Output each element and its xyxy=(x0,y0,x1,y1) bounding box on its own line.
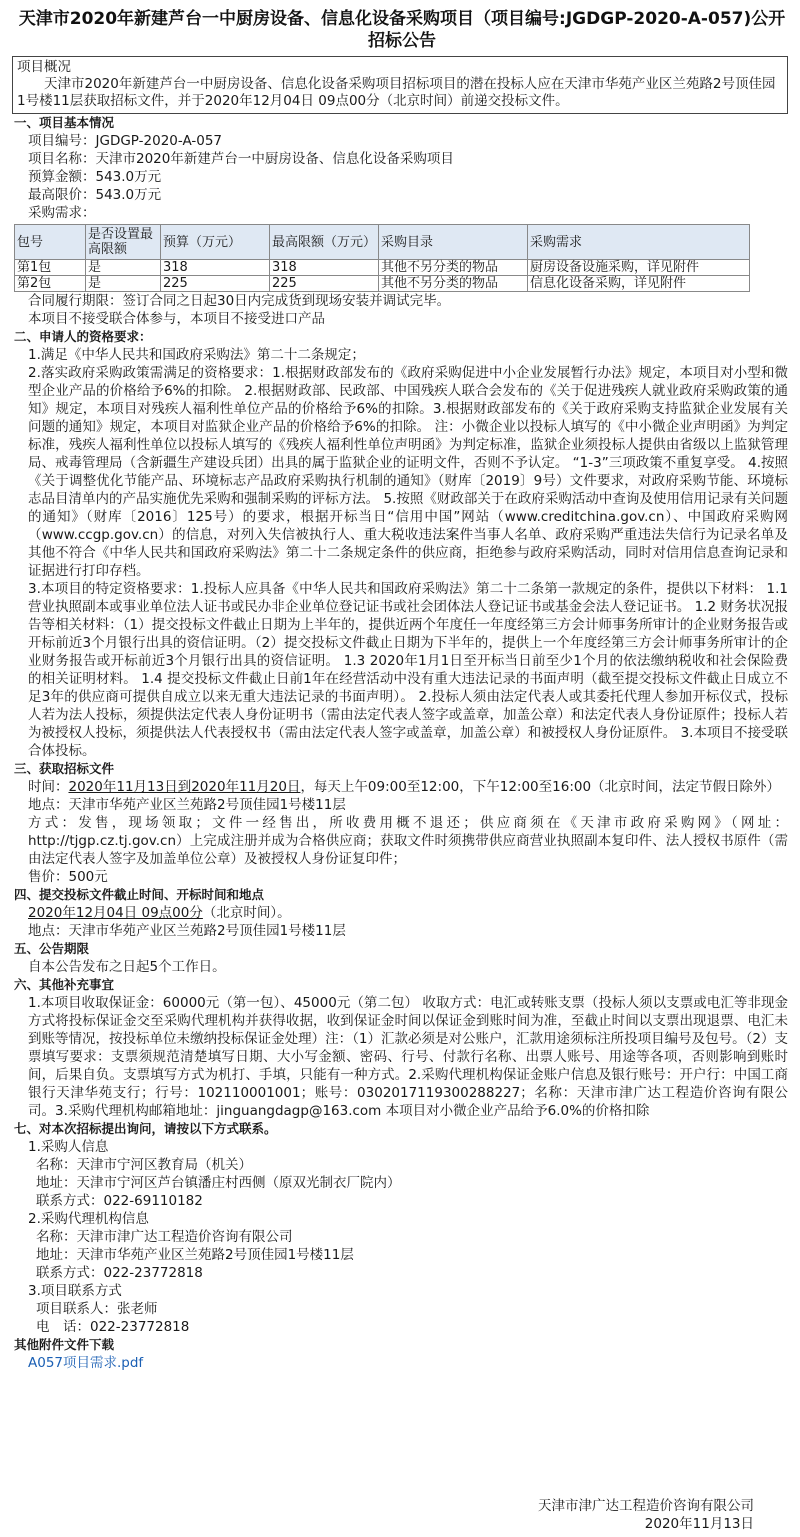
obtain-price: 售价：500元 xyxy=(28,869,108,885)
obtain-time-suffix: ，每天上午09:00至12:00，下午12:00至16:00（北京时间，法定节假日除外） xyxy=(300,779,781,795)
table-cell: 318 xyxy=(270,260,379,276)
obtain-time xyxy=(14,778,788,796)
section-qualification xyxy=(14,328,788,760)
section-heading-deadline: 四、提交投标文件截止时间、开标时间和地点 xyxy=(14,887,265,902)
project-contact-phone: 电 话：022-23772818 xyxy=(36,1319,190,1335)
buyer-name: 名称：天津市宁河区教育局（机关） xyxy=(36,1157,252,1173)
section-contact xyxy=(14,1120,788,1336)
table-header-cell: 最高限额（万元） xyxy=(270,225,379,260)
project-number: 项目编号：JGDGP-2020-A-057 xyxy=(28,133,223,149)
obtain-time-prefix: 时间： xyxy=(28,779,69,795)
section-period xyxy=(14,940,788,976)
section-heading-period: 五、公告期限 xyxy=(14,941,90,956)
other-text: 1.本项目收取保证金：60000元（第一包）、45000元（第二包） 收取方式：电汇或转账支票（投标人须以支票或电汇等非现金方式将投标保证金交至采购代理机构并获得收据，收到保证金时间以保证金到账时间为准，至截止时间以支票出现退票、电汇未到账等情况，按投标单位未缴纳投标保证金处理）注：（1）汇款必须是对公账户，汇款用途须标注所投项目编号及包号。（2）支票填写要求：支票须规范清楚填写日期、大小写金额、密码、行号、付款行名称、出票人账号、用途等各项，否则影响到账时间，后果自负。支票填写方式为机打、手填，只能有一种方式。2.采购代理机构保证金账户信息及银行账号：开户行：中国工商银行天津华苑支行；行号：102110001001；账号：0302017119300288227；名称：天津市津广达工程造价咨询有限公司。3.采购代理机构邮箱地址：jinguangdagp@163.com 本项目对小微企业产品给予6.0%的价格扣除 xyxy=(28,995,788,1119)
qualification-item-2: 2.落实政府采购政策需满足的资格要求：1.根据财政部发布的《政府采购促进中小企业发展暂行办法》规定，本项目对小型和微型企业产品的价格给予6%的扣除。 2.根据财政部、民政部、中国残疾人联合会发布的《关于促进残疾人就业政府采购政策的通知》规定，本项目对残疾人福利性单位产品的价格给予6%的扣除。3.根据财政部发布的《关于政府采购支持监狱企业发展有关问题的通知》规定，本项目对监狱企业产品的价格给予6%的扣除。 注：小微企业以投标人填写的《中小微企业声明函》为判定标准，残疾人福利性单位以投标人填写的《残疾人福利性单位声明函》为判定标准，监狱企业须投标人提供由省级以上监狱管理局、戒毒管理局（含新疆生产建设兵团）出具的属于监狱企业的证明文件，否则不予认定。 “1-3”三项政策不重复享受。 4.按照《关于调整优化节能产品、环境标志产品政府采购执行机制的通知》（财库〔2019〕9号）文件要求，对政府采购节能、环境标志品目清单内的产品实施优先采购和强制采购的评标方法。 5.按照《财政部关于在政府采购活动中查询及使用信用记录有关问题的通知》（财库〔2016〕125号）的要求，根据开标当日“信用中国”网站（www.creditchina.gov.cn）、中国政府采购网（www.ccgp.gov.cn）的信息，对列入失信被执行人、重大税收违法案件当事人名单、政府采购严重违法失信行为记录名单及其他不符合《中华人民共和国政府采购法》第二十二条规定条件的供应商，拒绝参与政府采购活动，同时对信用信息查询记录和证据进行打印存档。 xyxy=(28,365,788,579)
table-row xyxy=(15,276,750,292)
qualification-item-1: 1.满足《中华人民共和国政府采购法》第二十二条规定； xyxy=(28,347,365,363)
section-deadline xyxy=(14,886,788,940)
table-cell: 厨房设备设施采购，详见附件 xyxy=(528,260,750,276)
table-header-cell: 预算（万元） xyxy=(161,225,270,260)
section-obtain-documents xyxy=(14,760,788,886)
obtain-place: 地点：天津市华苑产业区兰苑路2号顶佳园1号楼11层 xyxy=(28,797,346,813)
requirements-table xyxy=(14,224,750,292)
table-row xyxy=(15,260,750,276)
period-text: 自本公告发布之日起5个工作日。 xyxy=(28,959,226,975)
table-cell: 225 xyxy=(161,276,270,292)
signature-date: 2020年11月13日 xyxy=(644,1516,754,1532)
table-cell: 是 xyxy=(86,260,161,276)
qualification-item-3: 3.本项目的特定资格要求：1.投标人应具备《中华人民共和国政府采购法》第二十二条第一款规定的条件，提供以下材料： 1.1 营业执照副本或事业单位法人证书或民办非企业单位登记证书或社会团体法人登记证书或基金会法人登记证书。 1.2 财务状况报告等相关材料：（1）提交投标文件截止日期为上半年的，提供近两个年度任一年度经第三方会计师事务所审计的企业财务报告或开标前近3个月银行出具的资信证明。（2）提交投标文件截止日期为下半年的，提供上一个年度经第三方会计师事务所审计的企业财务报告或开标前近3个月银行出具的资信证明。 1.3 2020年1月1日至开标当日前至少1个月的依法缴纳税收和社会保险费的相关证明材料。 1.4 提交投标文件截止日前1年在经营活动中没有重大违法记录的书面声明（截至提交投标文件截止日成立不足3年的供应商可提供自成立以来无重大违法记录的书面声明）。 2.投标人须由法定代表人或其委托代理人参加开标仪式，投标人若为法人投标，须提供法定代表人身份证明书（需由法定代表人签字或盖章，加盖公章）和法定代表人身份证原件；投标人若为被授权人投标，须提供法人代表授权书（需由法定代表人签字或盖章，加盖公章）和被授权人身份证原件。 3.本项目不接受联合体投标。 xyxy=(28,581,788,759)
buyer-address: 地址：天津市宁河区芦台镇潘庄村西侧（原双光制衣厂院内） xyxy=(36,1175,401,1191)
section-attachments xyxy=(14,1336,788,1372)
section-heading-other: 六、其他补充事宜 xyxy=(14,977,115,992)
table-cell: 第2包 xyxy=(15,276,86,292)
project-contact-title: 3.项目联系方式 xyxy=(28,1283,122,1299)
section-heading-basic: 一、项目基本情况 xyxy=(14,115,115,130)
attachment-download-link[interactable]: A057项目需求.pdf xyxy=(28,1355,144,1371)
table-cell: 318 xyxy=(161,260,270,276)
table-cell: 其他不另分类的物品 xyxy=(379,260,528,276)
obtain-time-mid: 到 xyxy=(177,779,192,795)
section-heading-contact: 七、对本次招标提出询问，请按以下方式联系。 xyxy=(14,1121,277,1136)
deadline-timezone: （北京时间）。 xyxy=(202,905,291,921)
buyer-phone: 联系方式：022-69110182 xyxy=(36,1193,203,1209)
obtain-time-end: 2020年11月20日 xyxy=(191,779,301,795)
agent-name: 名称：天津市津广达工程造价咨询有限公司 xyxy=(36,1229,293,1245)
overview-text: 天津市2020年新建芦台一中厨房设备、信息化设备采购项目招标项目的潜在投标人应在天津市华苑产业区兰苑路2号顶佳园1号楼11层获取招标文件，并于2020年12月04日 09点00分（北京时间）前递交投标文件。 xyxy=(17,76,776,109)
table-cell: 第1包 xyxy=(15,260,86,276)
obtain-method: 方式：发售，现场领取；文件一经售出，所收费用概不退还；供应商须在《天津市政府采购网》（网址：http://tjgp.cz.tj.gov.cn）上完成注册并成为合格供应商；获取文件时须携带供应商营业执照副本复印件、法人授权书原件（需由法定代表人签字及加盖单位公章）及被授权人身份证复印件； xyxy=(28,815,788,867)
budget-amount: 预算金额：543.0万元 xyxy=(28,169,162,185)
table-header-cell: 是否设置最高限额 xyxy=(86,225,161,260)
table-cell: 信息化设备采购，详见附件 xyxy=(528,276,750,292)
table-header-cell: 包号 xyxy=(15,225,86,260)
table-cell: 其他不另分类的物品 xyxy=(379,276,528,292)
agent-title: 2.采购代理机构信息 xyxy=(28,1211,149,1227)
signature-block xyxy=(538,1497,754,1533)
section-heading-qualification: 二、申请人的资格要求： xyxy=(14,329,152,344)
section-heading-attachments: 其他附件文件下载 xyxy=(14,1337,115,1352)
section-heading-obtain: 三、获取招标文件 xyxy=(14,761,115,776)
table-header-cell: 采购需求 xyxy=(528,225,750,260)
contract-period: 合同履行期限：签订合同之日起30日内完成货到现场安装并调试完毕。 xyxy=(28,293,451,309)
signature-org: 天津市津广达工程造价咨询有限公司 xyxy=(538,1498,754,1514)
project-contact-person: 项目联系人：张老师 xyxy=(36,1301,158,1317)
consortium-note: 本项目不接受联合体参与，本项目不接受进口产品 xyxy=(28,311,325,327)
agent-address: 地址：天津市华苑产业区兰苑路2号顶佳园1号楼11层 xyxy=(36,1247,354,1263)
section-basic-info-tail xyxy=(14,292,788,328)
project-name: 项目名称：天津市2020年新建芦台一中厨房设备、信息化设备采购项目 xyxy=(28,151,454,167)
agent-phone: 联系方式：022-23772818 xyxy=(36,1265,203,1281)
obtain-time-start: 2020年11月13日 xyxy=(68,779,178,795)
section-basic-info xyxy=(14,114,788,222)
page-title: 天津市2020年新建芦台一中厨房设备、信息化设备采购项目（项目编号:JGDGP-2020-A-057)公开招标公告 xyxy=(18,9,786,51)
table-header-row xyxy=(15,225,750,260)
requirement-label: 采购需求： xyxy=(28,205,96,221)
deadline-place: 地点：天津市华苑产业区兰苑路2号顶佳园1号楼11层 xyxy=(28,923,346,939)
overview-label: 项目概况 xyxy=(17,59,71,75)
buyer-title: 1.采购人信息 xyxy=(28,1139,109,1155)
table-header-cell: 采购目录 xyxy=(379,225,528,260)
project-overview-box xyxy=(12,56,788,114)
max-price: 最高限价：543.0万元 xyxy=(28,187,162,203)
table-cell: 是 xyxy=(86,276,161,292)
deadline-datetime: 2020年12月04日 09点00分 xyxy=(28,905,203,921)
section-other xyxy=(14,976,788,1120)
table-cell: 225 xyxy=(270,276,379,292)
deadline-time xyxy=(14,904,788,922)
